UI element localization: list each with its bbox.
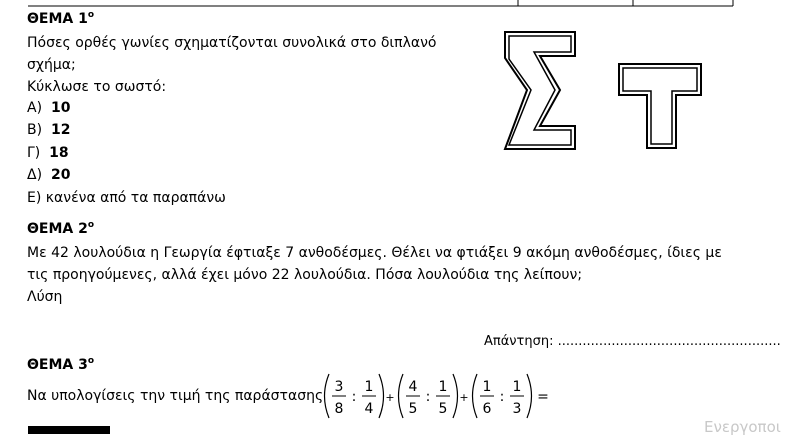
theme2-line2: τις προηγούμενες, αλλά έχει μόνο 22 λουλούδια. Πόσα λουλούδια της λείπουν; [27,267,583,283]
option-c[interactable]: Γ) 18 [27,145,69,161]
option-e[interactable]: Ε) κανένα από τα παραπάνω [27,190,226,206]
plus-op-2: + [459,391,469,404]
activation-watermark: Ενεργοποι [704,418,781,436]
frac3-b-num: 1 [512,379,522,395]
frac2-b-den: 5 [438,401,448,417]
frac2-a-den: 5 [408,401,418,417]
sigma-shape-icon [500,28,580,153]
div-op-2: : [425,389,431,405]
div-op-1: : [351,389,357,405]
theme1-question-line1: Πόσες ορθές γωνίες σχηματίζονται συνολικά στο διπλανό [27,35,437,51]
option-a[interactable]: Α) 10 [27,100,71,116]
div-op-3: : [499,389,505,405]
fraction-expression [320,370,550,422]
paren-left-2 [399,374,404,418]
paren-left-3 [473,374,478,418]
frac3-a-den: 6 [482,401,492,417]
paren-right-2 [453,374,458,418]
bottom-black-bar [28,426,110,434]
theme2-heading: ΘΕΜΑ $2^o$ [27,220,95,237]
equals-sign: = [537,389,549,405]
theme3-prompt: Να υπολογίσεις την τιμή της παράστασης [27,388,324,404]
frac3-b-den: 3 [512,401,522,417]
theme1-question-line2: σχήμα; [27,57,76,73]
paren-right-3 [527,374,532,418]
frac1-b-den: 4 [364,401,374,417]
paren-right-1 [379,374,384,418]
frac2-b-num: 1 [438,379,448,395]
paren-left-1 [325,374,330,418]
frac1-a-num: 3 [334,379,344,395]
plus-op-1: + [385,391,395,404]
option-d[interactable]: Δ) 20 [27,167,71,183]
theme2-line1: Με 42 λουλούδια η Γεωργία έφτιαξε 7 ανθοδέσμες. Θέλει να φτιάξει 9 ακόμη ανθοδέσμες, ίδιες με [27,245,722,261]
frac3-a-num: 1 [482,379,492,395]
frac2-a-num: 4 [408,379,418,395]
theme1-heading: ΘΕΜΑ $1^o$ [27,10,95,27]
theme2-answer-line[interactable]: Απάντηση: ...................................................... [484,334,781,349]
frac1-b-num: 1 [364,379,374,395]
theme2-solution-label: Λύση [27,289,63,305]
option-b[interactable]: Β) 12 [27,122,71,138]
frac1-a-den: 8 [334,401,344,417]
tau-shape-icon [615,60,705,152]
theme1-instruction: Κύκλωσε το σωστό: [27,79,167,95]
top-table-border [0,0,794,10]
theme3-heading: ΘΕΜΑ $3^o$ [27,356,95,373]
